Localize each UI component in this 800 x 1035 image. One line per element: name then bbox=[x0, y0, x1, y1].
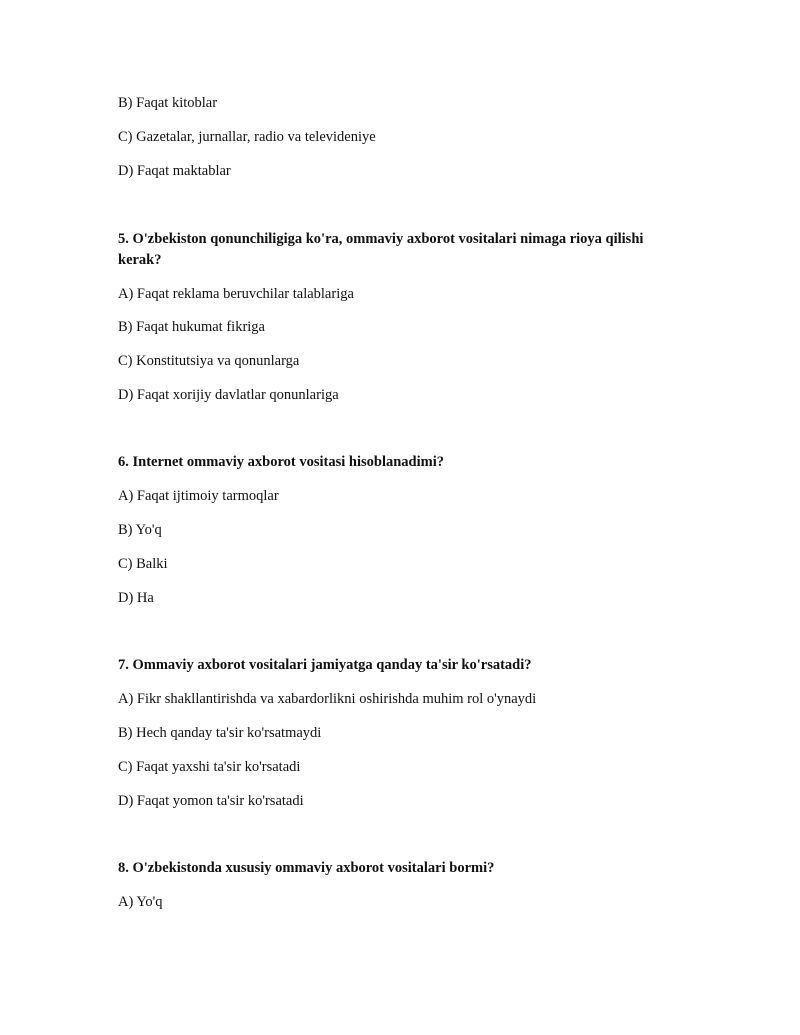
option-d: D) Faqat yomon ta'sir ko'rsatadi bbox=[118, 793, 304, 809]
option-b: B) Hech qanday ta'sir ko'rsatmaydi bbox=[118, 725, 322, 741]
option-a: A) Faqat ijtimoiy tarmoqlar bbox=[118, 488, 279, 504]
question-5: 5. O'zbekiston qonunchiligiga ko'ra, ommaviy axborot vositalari nimaga rioya qilishi kerak? bbox=[118, 231, 644, 268]
option-b: B) Faqat kitoblar bbox=[118, 95, 218, 111]
question-7: 7. Ommaviy axborot vositalari jamiyatga qanday ta'sir ko'rsatadi? bbox=[118, 657, 532, 673]
option-c: C) Balki bbox=[118, 556, 168, 572]
question-8: 8. O'zbekistonda xususiy ommaviy axborot vositalari bormi? bbox=[118, 860, 495, 876]
option-d: D) Faqat xorijiy davlatlar qonunlariga bbox=[118, 387, 339, 403]
option-c: C) Konstitutsiya va qonunlarga bbox=[118, 353, 300, 369]
option-c: C) Faqat yaxshi ta'sir ko'rsatadi bbox=[118, 759, 301, 775]
option-a: A) Faqat reklama beruvchilar talablariga bbox=[118, 286, 354, 302]
option-b: B) Yo'q bbox=[118, 522, 162, 538]
option-c: C) Gazetalar, jurnallar, radio va televideniye bbox=[118, 129, 376, 145]
option-d: D) Ha bbox=[118, 590, 154, 606]
option-a: A) Yo'q bbox=[118, 894, 163, 910]
option-d: D) Faqat maktablar bbox=[118, 163, 231, 179]
option-a: A) Fikr shakllantirishda va xabardorlikni oshirishda muhim rol o'ynaydi bbox=[118, 691, 537, 707]
question-6: 6. Internet ommaviy axborot vositasi hisoblanadimi? bbox=[118, 454, 445, 470]
option-b: B) Faqat hukumat fikriga bbox=[118, 319, 265, 335]
